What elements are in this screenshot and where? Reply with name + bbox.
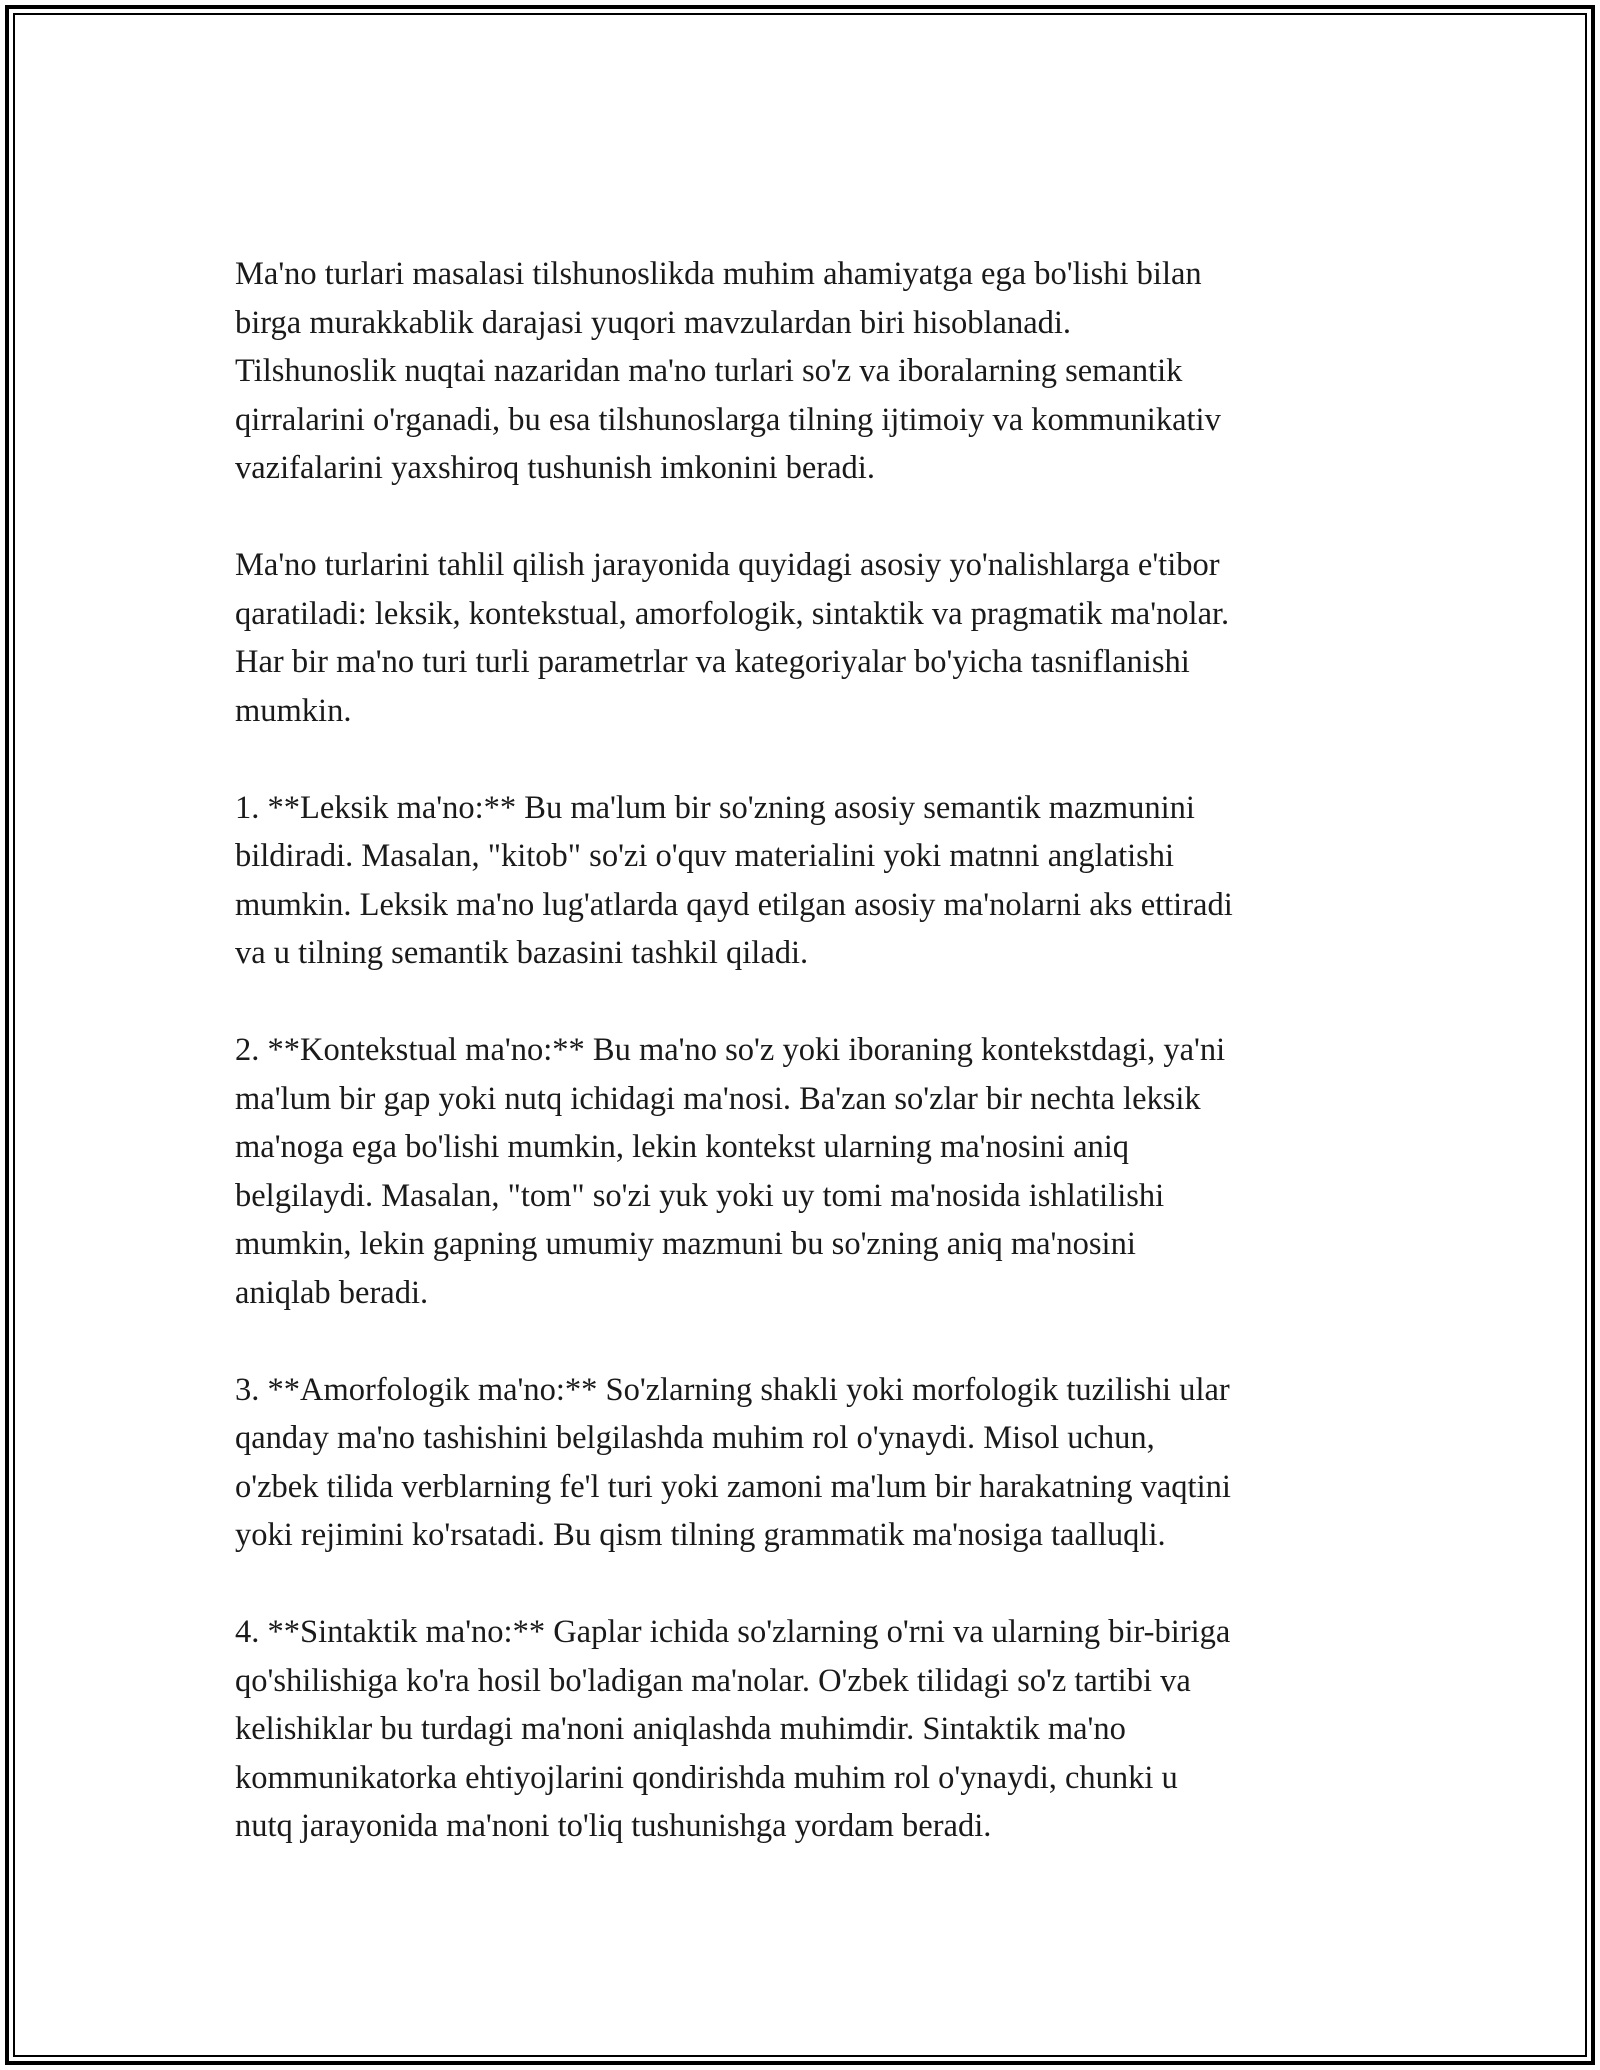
document-body <box>235 250 1385 1899</box>
paragraph-lexical-meaning: 1. **Leksik ma'no:** Bu ma'lum bir so'zning asosiy semantik mazmunini bildiradi. Masalan, "kitob" so'zi o'quv materialini yoki matnni anglatishi mumkin. Leksik ma'no lug'atlarda qayd etilgan asosiy ma'nolarni aks ettiradi va u tilning semantik bazasini tashkil qiladi. <box>235 789 1233 971</box>
paragraph-morphological-meaning: 3. **Amorfologik ma'no:** So'zlarning shakli yoki morfologik tuzilishi ular qanday ma'no tashishini belgilashda muhim rol o'ynaydi. Misol uchun, o'zbek tilida verblarning fe'l turi yoki zamoni ma'lum bir harakatning vaqtini yoki rejimini ko'rsatadi. Bu qism tilning grammatik ma'nosiga taalluqli. <box>235 1371 1231 1553</box>
paragraph-syntactic-meaning: 4. **Sintaktik ma'no:** Gaplar ichida so'zlarning o'rni va ularning bir-biriga qo'shilishiga ko'ra hosil bo'ladigan ma'nolar. O'zbek tilidagi so'z tartibi va kelishiklar bu turdagi ma'noni aniqlashda muhimdir. Sintaktik ma'no kommunikatorka ehtiyojlarini qondirishda muhim rol o'ynaydi, chunki u nutq jarayonida ma'noni to'liq tushunishga yordam beradi. <box>235 1614 1231 1844</box>
paragraph-overview: Ma'no turlarini tahlil qilish jarayonida quyidagi asosiy yo'nalishlarga e'tibor qaratiladi: leksik, kontekstual, amorfologik, sintaktik va pragmatik ma'nolar. Har bir ma'no turi turli parametrlar va kategoriyalar bo'yicha tasniflanishi mumkin. <box>235 547 1230 729</box>
paragraph-contextual-meaning: 2. **Kontekstual ma'no:** Bu ma'no so'z yoki iboraning kontekstdagi, ya'ni ma'lum bir gap yoki nutq ichidagi ma'nosi. Ba'zan so'zlar bir nechta leksik ma'noga ega bo'lishi mumkin, lekin kontekst ularning ma'nosini aniq belgilaydi. Masalan, "tom" so'zi yuk yoki uy tomi ma'nosida ishlatilishi mumkin, lekin gapning umumiy mazmuni bu so'zning aniq ma'nosini aniqlab beradi. <box>235 1032 1226 1311</box>
paragraph-intro: Ma'no turlari masalasi tilshunoslikda muhim ahamiyatga ega bo'lishi bilan birga murakkablik darajasi yuqori mavzulardan biri hisoblanadi. Tilshunoslik nuqtai nazaridan ma'no turlari so'z va iboralarning semantik qirralarini o'rganadi, bu esa tilshunoslarga tilning ijtimoiy va kommunikativ vazifalarini yaxshiroq tushunish imkonini beradi. <box>235 256 1221 486</box>
